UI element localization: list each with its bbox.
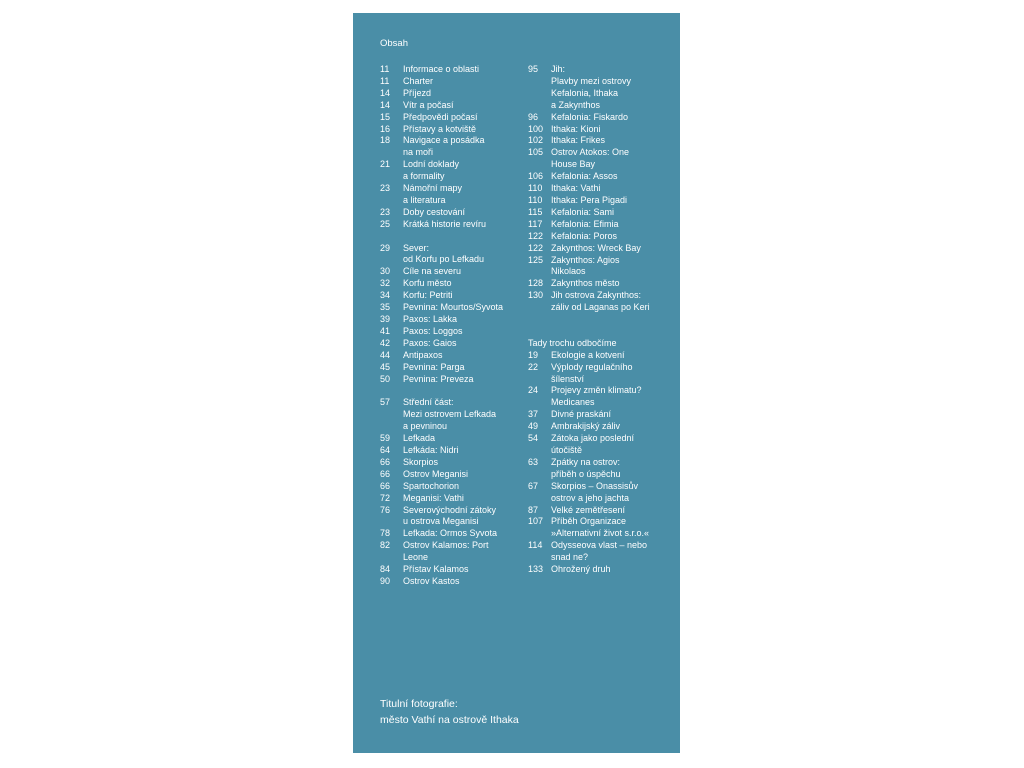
toc-entry: [380, 564, 530, 576]
toc-page-number: 19: [528, 349, 539, 360]
toc-entry: [380, 528, 530, 540]
toc-entry: [380, 243, 530, 267]
toc-entry: [380, 374, 530, 386]
toc-page-number: 130: [528, 290, 544, 301]
toc-page-number: 44: [380, 349, 391, 360]
toc-page-number: 42: [380, 337, 391, 348]
toc-page-number: 122: [528, 242, 544, 253]
toc-entry-title: Korfu: Petriti: [403, 290, 453, 301]
toc-entry: [528, 219, 678, 231]
contents-panel: [353, 13, 680, 753]
toc-entry: [380, 397, 530, 433]
toc-entry-title: Doby cestování: [403, 206, 466, 217]
toc-page-number: 54: [528, 433, 539, 444]
toc-page-number: 100: [528, 123, 544, 134]
toc-entry-title: Přístavy a kotviště: [403, 123, 477, 134]
toc-page-number: 34: [380, 290, 391, 301]
toc-page-number: 30: [380, 266, 391, 277]
toc-page-number: 21: [380, 159, 391, 170]
toc-entry: [380, 76, 530, 88]
section-gap: [380, 231, 530, 243]
toc-page-number: 59: [380, 433, 391, 444]
toc-entry-title: Kefalonia: Poros: [551, 230, 618, 241]
toc-entry-title: Kefalonia: Fiskardo: [551, 111, 629, 122]
toc-entry: [380, 362, 530, 374]
toc-entry-title: Pevnina: Mourtos/Syvota: [403, 302, 504, 313]
section-gap: [528, 314, 678, 326]
toc-entry: [528, 64, 678, 112]
toc-entry: [380, 266, 530, 278]
toc-entry: [380, 433, 530, 445]
toc-page-number: 117: [528, 218, 543, 229]
toc-entry: [380, 219, 530, 231]
toc-entry-title: Zakynthos město: [551, 278, 620, 289]
toc-page-number: 128: [528, 278, 544, 289]
toc-entry: [528, 516, 678, 540]
toc-entry: [380, 481, 530, 493]
toc-entry: [528, 147, 678, 171]
toc-page-number: 105: [528, 147, 544, 158]
toc-entry-title: Informace o oblasti: [403, 64, 480, 74]
toc-entry: [380, 302, 530, 314]
toc-page-number: 15: [380, 111, 391, 122]
toc-page-number: 66: [380, 480, 391, 491]
toc-entry: [380, 338, 530, 350]
toc-entry-title: Krátká historie revíru: [403, 218, 487, 229]
toc-entry: [380, 112, 530, 124]
toc-entry-title: Paxos: Lakka: [403, 314, 458, 325]
toc-entry: [380, 576, 530, 588]
toc-entry-title: Navigace a posádka na moři: [403, 135, 485, 158]
toc-page-number: 63: [528, 456, 539, 467]
toc-entry-title: Lefkada: Ormos Syvota: [403, 528, 498, 539]
toc-entry-title: Ithaka: Frikes: [551, 135, 606, 146]
toc-entry-title: Lefkáda: Nidri: [403, 444, 459, 455]
toc-entry-title: Pevnina: Parga: [403, 361, 465, 372]
toc-page-number: 66: [380, 456, 391, 467]
toc-entry: [528, 421, 678, 433]
toc-page-number: 16: [380, 123, 391, 134]
toc-entry-title: Kefalonia: Sami: [551, 206, 615, 217]
toc-page-number: 41: [380, 325, 391, 336]
toc-entry: [528, 135, 678, 147]
toc-entry: [528, 409, 678, 421]
toc-entry-title: Střední část: Mezi ostrovem Lefkada a pevninou: [403, 397, 497, 432]
toc-page-number: 106: [528, 171, 544, 182]
toc-entry-title: Meganisi: Vathi: [403, 492, 464, 503]
toc-page-number: 82: [380, 540, 391, 551]
toc-entry: [528, 385, 678, 409]
toc-page-number: 122: [528, 230, 544, 241]
toc-entry-title: Ithaka: Pera Pigadi: [551, 194, 628, 205]
toc-entry-title: Zakynthos: Wreck Bay: [551, 242, 641, 253]
toc-page-number: 72: [380, 492, 391, 503]
toc-entry-title: Kefalonia: Assos: [551, 171, 618, 182]
toc-page-number: 125: [528, 254, 544, 265]
toc-page-number: 49: [528, 421, 539, 432]
toc-entry: [528, 481, 678, 505]
toc-entry: [380, 469, 530, 481]
toc-entry-title: Velké zemětřesení: [551, 504, 626, 515]
toc-entry: [380, 326, 530, 338]
toc-entry-title: Zátoka jako poslední útočiště: [551, 433, 635, 455]
toc-page-number: 95: [528, 64, 539, 74]
toc-entry: [380, 64, 530, 76]
toc-entry-title: Lefkada: [403, 433, 436, 444]
toc-entry-title: Spartochorion: [403, 480, 460, 491]
toc-page-number: 24: [528, 385, 539, 396]
toc-page-number: 84: [380, 564, 391, 575]
toc-entry-title: Sever: od Korfu po Lefkadu: [403, 242, 485, 265]
toc-entry: [380, 124, 530, 136]
toc-page-number: 29: [380, 242, 391, 253]
toc-entry: [528, 564, 678, 576]
contents-column-right: [528, 64, 678, 576]
toc-entry: [528, 231, 678, 243]
toc-entry-title: Charter: [403, 75, 434, 86]
toc-page-number: 23: [380, 183, 391, 194]
toc-entry-title: Skorpios – Onassisův ostrov a jeho jachta: [551, 480, 639, 503]
toc-entry: [528, 243, 678, 255]
toc-entry: [528, 171, 678, 183]
toc-entry-title: Antipaxos: [403, 349, 443, 360]
cover-photo-caption: Titulní fotografie: město Vathí na ostrově Ithaka: [380, 698, 519, 726]
toc-entry: [380, 159, 530, 183]
toc-entry: [528, 207, 678, 219]
toc-entry-title: Předpovědi počasí: [403, 111, 478, 122]
toc-entry: [528, 124, 678, 136]
toc-page-number: 11: [380, 75, 390, 86]
toc-entry-title: Ithaka: Vathi: [551, 183, 601, 194]
toc-entry: [380, 314, 530, 326]
toc-page-number: 90: [380, 575, 391, 586]
section-label: Tady trochu odbočíme: [528, 337, 617, 348]
toc-entry: [380, 100, 530, 112]
toc-entry: [380, 493, 530, 505]
contents-heading: Obsah: [380, 38, 408, 49]
contents-column-left: [380, 64, 530, 588]
toc-entry: [380, 290, 530, 302]
toc-entry: [380, 88, 530, 100]
toc-entry: [528, 112, 678, 124]
toc-entry-title: Ostrov Meganisi: [403, 468, 469, 479]
section-gap: [528, 326, 678, 338]
toc-page-number: 107: [528, 516, 544, 527]
toc-entry: [380, 540, 530, 564]
toc-page-number: 87: [528, 504, 539, 515]
toc-page-number: 11: [380, 64, 390, 74]
toc-entry-title: Příběh Organizace »Alternativní život s.r.o.«: [551, 516, 650, 539]
toc-entry-title: Odysseova vlast – nebo snad ne?: [551, 540, 648, 563]
toc-page-number: 110: [528, 183, 543, 194]
toc-entry: [528, 457, 678, 481]
toc-entry: [528, 195, 678, 207]
toc-page-number: 50: [380, 373, 391, 384]
toc-entry-title: Divné praskání: [551, 409, 612, 420]
toc-entry-title: Jih ostrova Zakynthos: záliv od Laganas po Keri: [551, 290, 650, 313]
toc-entry-title: Vítr a počasí: [403, 99, 454, 110]
toc-entry: [380, 457, 530, 469]
toc-entry-title: Skorpios: [403, 456, 439, 467]
toc-page-number: 57: [380, 397, 391, 408]
toc-entry-title: Ohrožený druh: [551, 564, 611, 575]
toc-entry-title: Projevy změn klimatu? Medicanes: [551, 385, 642, 408]
toc-entry: [528, 255, 678, 279]
toc-entry-title: Paxos: Gaios: [403, 337, 457, 348]
toc-page-number: 115: [528, 206, 543, 217]
toc-entry: [528, 350, 678, 362]
toc-entry-title: Ostrov Kalamos: Port Leone: [403, 540, 489, 563]
toc-entry: [528, 433, 678, 457]
section-gap: [380, 385, 530, 397]
toc-page-number: 45: [380, 361, 391, 372]
toc-page-number: 67: [528, 480, 539, 491]
toc-entry: [380, 278, 530, 290]
toc-entry-title: Výplody regulačního šílenství: [551, 361, 633, 384]
toc-page-number: 39: [380, 314, 391, 325]
toc-page-number: 25: [380, 218, 391, 229]
toc-page-number: 133: [528, 564, 544, 575]
toc-entry-title: Ostrov Atokos: One House Bay: [551, 147, 630, 170]
toc-page-number: 14: [380, 99, 391, 110]
toc-page-number: 66: [380, 468, 391, 479]
toc-entry-title: Ekologie a kotvení: [551, 349, 625, 360]
toc-entry-title: Severovýchodní zátoky u ostrova Meganisi: [403, 504, 497, 527]
toc-page-number: 37: [528, 409, 539, 420]
toc-page-number: 32: [380, 278, 391, 289]
toc-page-number: 18: [380, 135, 391, 146]
toc-entry: [528, 278, 678, 290]
toc-page-number: 76: [380, 504, 391, 515]
toc-entry-title: Pevnina: Preveza: [403, 373, 474, 384]
toc-entry: [528, 505, 678, 517]
toc-entry: [528, 540, 678, 564]
toc-entry: [528, 362, 678, 386]
toc-page-number: 23: [380, 206, 391, 217]
toc-entry: [380, 505, 530, 529]
toc-entry-title: Zpátky na ostrov: příběh o úspěchu: [551, 456, 621, 479]
toc-entry-title: Ostrov Kastos: [403, 575, 460, 586]
toc-page-number: 114: [528, 540, 543, 551]
toc-entry-title: Zakynthos: Agios Nikolaos: [551, 254, 620, 277]
toc-page-number: 64: [380, 444, 391, 455]
toc-page-number: 22: [528, 361, 539, 372]
toc-page-number: 14: [380, 87, 391, 98]
toc-entry-title: Korfu město: [403, 278, 452, 289]
toc-page-number: 35: [380, 302, 391, 313]
toc-entry-title: Příjezd: [403, 87, 432, 98]
toc-entry: [380, 183, 530, 207]
toc-entry: [528, 183, 678, 195]
toc-entry: [380, 135, 530, 159]
toc-entry: [528, 290, 678, 314]
toc-entry-title: Námořní mapy a literatura: [403, 183, 463, 205]
toc-entry: [380, 207, 530, 219]
toc-entry-title: Přístav Kalamos: [403, 564, 469, 575]
toc-entry-title: Lodní doklady a formality: [403, 159, 460, 182]
toc-entry: [380, 445, 530, 457]
toc-page-number: 96: [528, 111, 539, 122]
toc-entry: [380, 350, 530, 362]
toc-entry-title: Jih: Plavby mezi ostrovy Kefalonia, Ithaka a Zakynthos: [551, 64, 632, 110]
toc-entry-title: Paxos: Loggos: [403, 325, 463, 336]
toc-page-number: 110: [528, 194, 543, 205]
toc-page-number: 78: [380, 528, 391, 539]
toc-entry-title: Kefalonia: Efimia: [551, 218, 619, 229]
toc-entry-title: Ambrakijský záliv: [551, 421, 621, 432]
toc-entry-title: Ithaka: Kioni: [551, 123, 601, 134]
toc-page-number: 102: [528, 135, 544, 146]
toc-entry-title: Cíle na severu: [403, 266, 462, 277]
